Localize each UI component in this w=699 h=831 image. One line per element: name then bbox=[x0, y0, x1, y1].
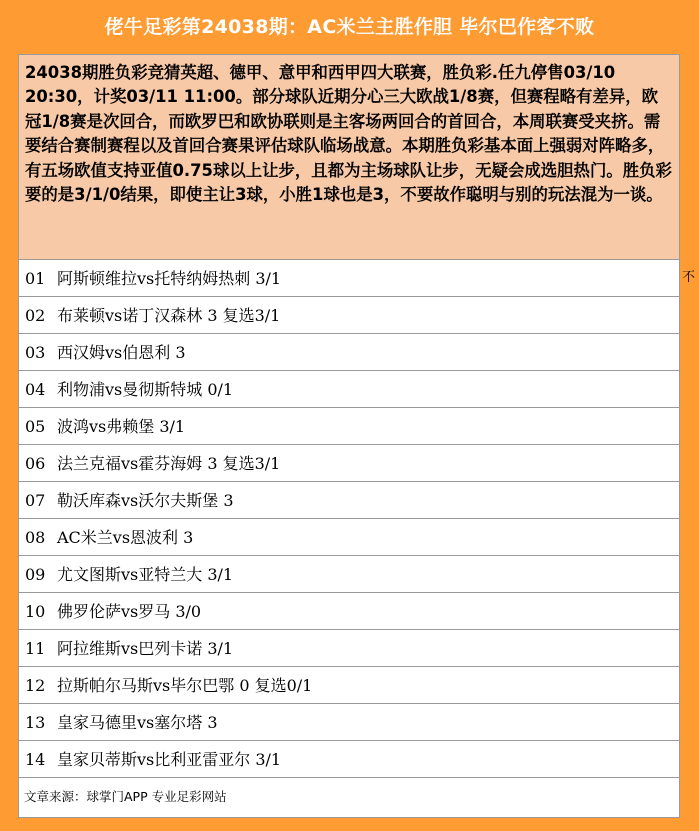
match-text: 阿拉维斯vs巴列卡诺 3/1 bbox=[57, 639, 234, 658]
match-text: 阿斯顿维拉vs托特纳姆热刺 3/1 bbox=[57, 269, 282, 288]
match-number: 06 bbox=[25, 454, 46, 473]
match-row bbox=[18, 482, 680, 519]
match-text: 皇家贝蒂斯vs比利亚雷亚尔 3/1 bbox=[57, 750, 282, 769]
match-row bbox=[18, 704, 680, 741]
match-number: 02 bbox=[25, 306, 46, 325]
match-row bbox=[18, 408, 680, 445]
clipped-title-char: 不 bbox=[682, 270, 696, 285]
match-row bbox=[18, 741, 680, 778]
source-footer bbox=[18, 778, 680, 818]
match-row bbox=[18, 556, 680, 593]
match-number: 14 bbox=[25, 750, 46, 769]
match-text: AC米兰vs恩波利 3 bbox=[57, 528, 194, 547]
match-text: 勒沃库森vs沃尔夫斯堡 3 bbox=[57, 491, 234, 510]
match-text: 波鸿vs弗赖堡 3/1 bbox=[57, 417, 186, 436]
match-row bbox=[18, 297, 680, 334]
page-title: 佬牛足彩第24038期：AC米兰主胜作胆 毕尔巴作客不败 bbox=[104, 16, 595, 38]
intro-paragraph: 24038期胜负彩竞猜英超、德甲、意甲和西甲四大联赛，胜负彩.任九停售03/10 20:30，计奖03/11 11:00。部分球队近期分心三大欧战1/8赛，但赛程略有差异，欧冠1/8赛是次回合，而欧罗巴和欧协联则是主客场两回合的首回合，本周联赛受夹挤。需要结合赛制赛程以及首回合赛果评估球队临场战意。本期胜负彩基本面上强弱对阵略多，有五场欧值支持亚值0.75球以上让步，且都为主场球队让步，无疑会成选胆热门。胜负彩要的是3/1/0结果，即使主让3球，小胜1球也是3，不要故作聪明与别的玩法混为一谈。 bbox=[18, 54, 680, 260]
match-text: 尤文图斯vs亚特兰大 3/1 bbox=[57, 565, 234, 584]
match-text: 拉斯帕尔马斯vs毕尔巴鄂 0 复选0/1 bbox=[57, 676, 313, 695]
match-number: 09 bbox=[25, 565, 46, 584]
match-list bbox=[18, 260, 680, 818]
source-text: 文章来源：球掌门APP 专业足彩网站 bbox=[24, 789, 227, 804]
match-row bbox=[18, 519, 680, 556]
match-row bbox=[18, 593, 680, 630]
match-row bbox=[18, 334, 680, 371]
match-number: 01 bbox=[25, 269, 46, 288]
match-number: 11 bbox=[25, 639, 46, 658]
match-row bbox=[18, 667, 680, 704]
match-text: 法兰克福vs霍芬海姆 3 复选3/1 bbox=[57, 454, 281, 473]
match-number: 12 bbox=[25, 676, 46, 695]
match-text: 布莱顿vs诺丁汉森林 3 复选3/1 bbox=[57, 306, 281, 325]
match-number: 13 bbox=[25, 713, 46, 732]
match-number: 10 bbox=[25, 602, 46, 621]
match-text: 佛罗伦萨vs罗马 3/0 bbox=[57, 602, 202, 621]
match-row bbox=[18, 445, 680, 482]
match-row bbox=[18, 260, 680, 297]
match-number: 04 bbox=[25, 380, 46, 399]
match-number: 05 bbox=[25, 417, 46, 436]
match-number: 08 bbox=[25, 528, 46, 547]
match-number: 07 bbox=[25, 491, 46, 510]
match-text: 西汉姆vs伯恩利 3 bbox=[57, 343, 186, 362]
match-number: 03 bbox=[25, 343, 46, 362]
match-text: 利物浦vs曼彻斯特城 0/1 bbox=[57, 380, 234, 399]
match-row bbox=[18, 630, 680, 667]
match-text: 皇家马德里vs塞尔塔 3 bbox=[57, 713, 218, 732]
match-row bbox=[18, 371, 680, 408]
